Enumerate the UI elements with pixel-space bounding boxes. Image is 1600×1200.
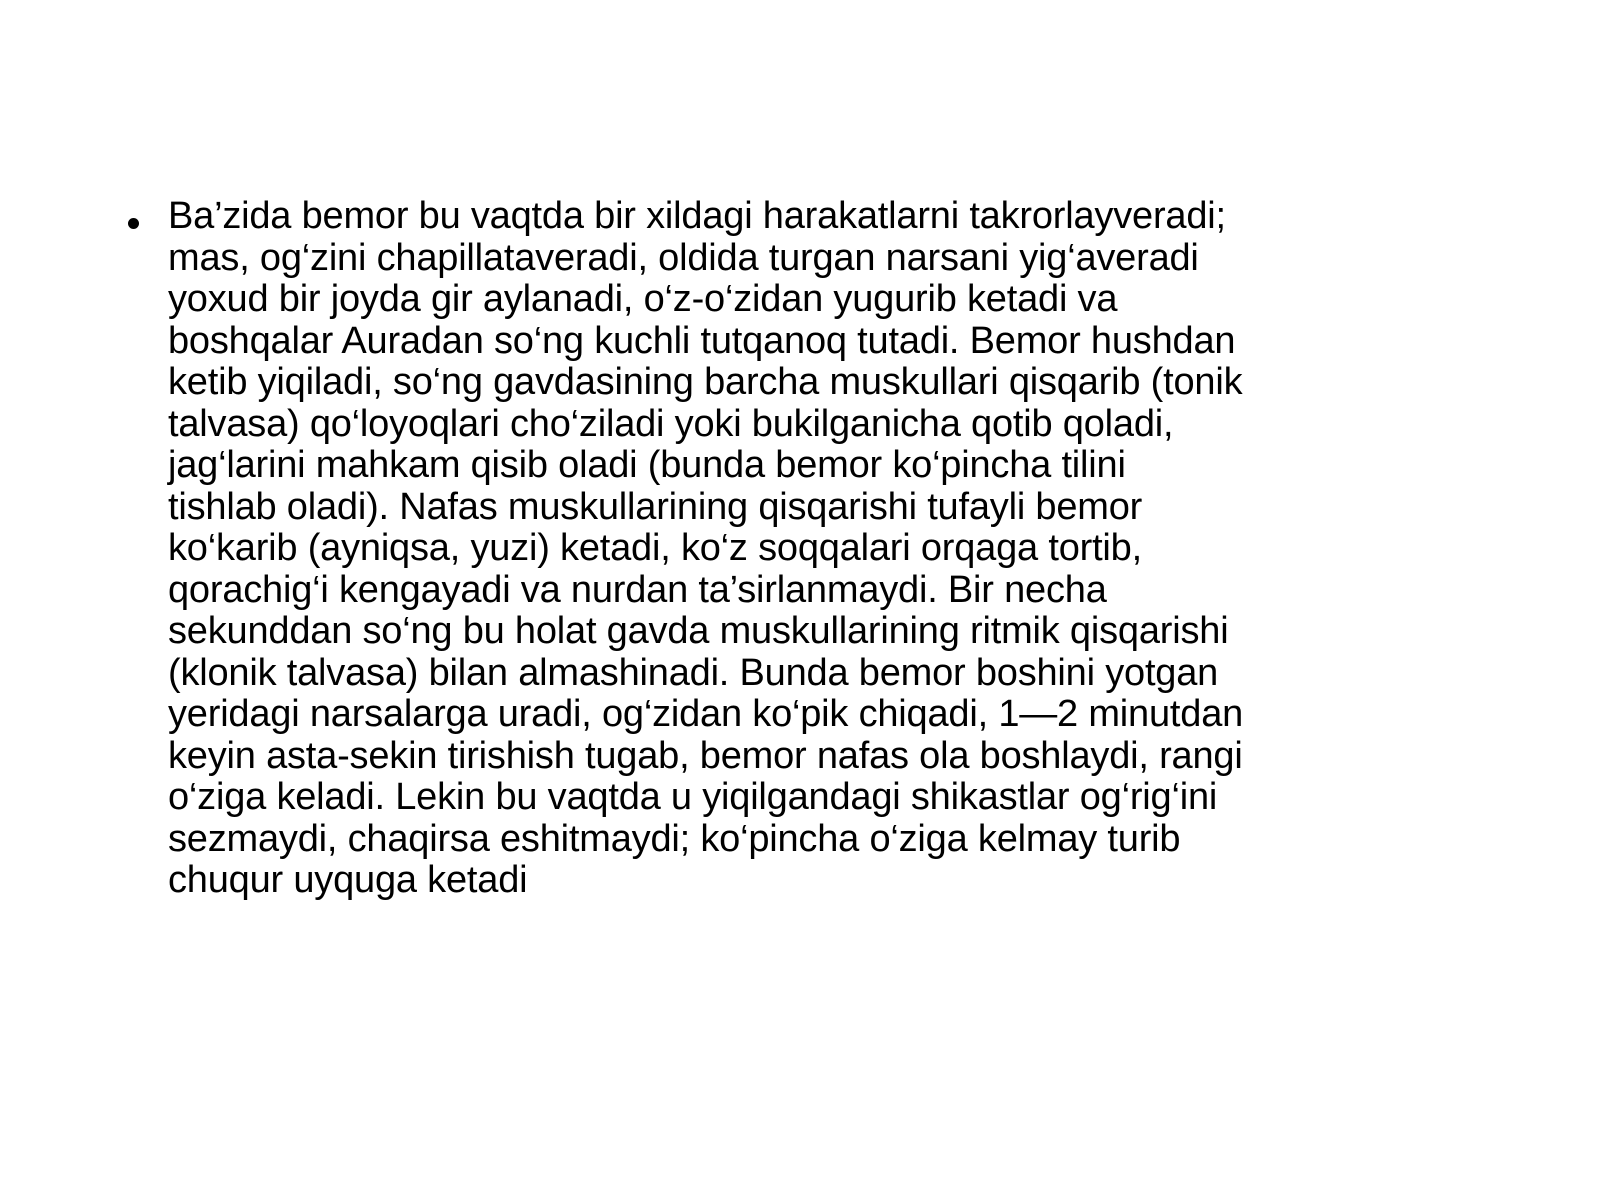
bullet-dot-icon — [128, 218, 139, 229]
paragraph-line: talvasa) qo‘loyoqlari cho‘ziladi yoki bukilganicha qotib qoladi, — [168, 402, 1174, 445]
paragraph-line: ko‘karib (ayniqsa, yuzi) ketadi, ko‘z soqqalari orqaga tortib, — [168, 527, 1142, 569]
bullet-list — [120, 196, 1460, 902]
paragraph-line: Ba’zida bemor bu vaqtda bir xildagi harakatlarni takrorlayveradi; — [168, 195, 1226, 237]
paragraph-line: sekunddan so‘ng bu holat gavda muskullarining ritmik qisqarishi — [168, 610, 1229, 652]
paragraph-line: ketib yiqiladi, so‘ng gavdasining barcha muskullari qisqarib (tonik — [168, 361, 1243, 403]
paragraph-line: o‘ziga keladi. Lekin bu vaqtda u yiqilgandagi shikastlar og‘rig‘ini — [168, 776, 1218, 818]
paragraph-line: yeridagi narsalarga uradi, og‘zidan ko‘pik chiqadi, 1—2 minutdan — [168, 693, 1244, 735]
paragraph-line: mas, og‘zini chapillataveradi, oldida turgan narsani yig‘averadi — [168, 236, 1199, 279]
paragraph-line: keyin asta-sekin tirishish tugab, bemor nafas ola boshlaydi, rangi — [168, 734, 1243, 777]
paragraph-line: (klonik talvasa) bilan almashinadi. Bunda bemor boshini yotgan — [168, 651, 1219, 694]
bullet-item — [120, 196, 1460, 902]
paragraph-line: yoxud bir joyda gir aylanadi, o‘z-o‘zidan yugurib ketadi va — [168, 278, 1118, 320]
paragraph-line: qorachig‘i kengayadi va nurdan ta’sirlanmaydi. Bir necha — [168, 568, 1107, 611]
paragraph-line: chuqur uyquga ketadi — [168, 859, 528, 901]
paragraph-line: tishlab oladi). Nafas muskullarining qisqarishi tufayli bemor — [168, 485, 1143, 528]
paragraph-line: jag‘larini mahkam qisib oladi (bunda bemor ko‘pincha tilini — [168, 444, 1126, 486]
paragraph-line: boshqalar Auradan so‘ng kuchli tutqanoq tutadi. Bemor hushdan — [168, 319, 1236, 362]
paragraph-line: sezmaydi, chaqirsa eshitmaydi; ko‘pincha o‘ziga kelmay turib — [168, 817, 1181, 860]
